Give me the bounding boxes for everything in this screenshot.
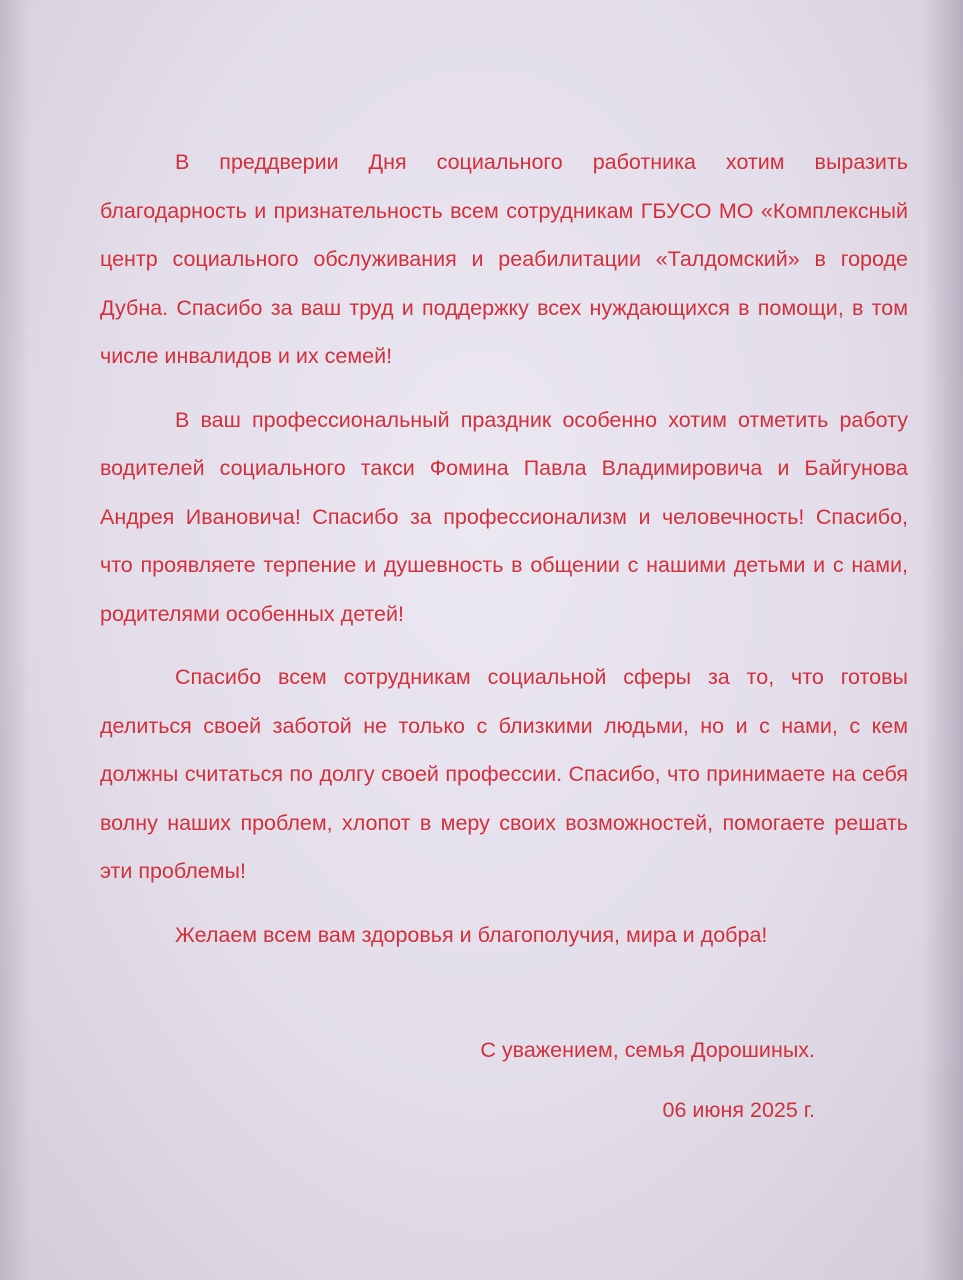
paragraph-social-workers-thanks: Спасибо всем сотрудникам социальной сферы за то, что готовы делиться своей заботой не только с близкими людьми, но и с нами, с кем должны считаться по долгу своей профессии. Спасибо, что принимаете на себя волну наших проблем, хлопот в меру своих возможностей, помогаете решать эти проблемы! — [100, 665, 908, 883]
letter-date: 06 июня 2025 г. — [662, 1098, 815, 1122]
page-shadow-left — [0, 0, 30, 1280]
signature: С уважением, семья Дорошиных. — [480, 1038, 815, 1062]
letter-body — [100, 138, 908, 959]
paragraph-wishes: Желаем всем вам здоровья и благополучия, мира и добра! — [175, 922, 768, 947]
page-shadow-right — [923, 0, 963, 1280]
paragraph-drivers-thanks: В ваш профессиональный праздник особенно хотим отметить работу водителей социального такси Фомина Павла Владимировича и Байгунова Андрея Ивановича! Спасибо за профессионализм и человечность! Спасибо, что проявляете терпение и душевность в общении с нашими детьми и с нами, родителями особенных детей! — [100, 407, 908, 626]
paragraph-greeting: В преддверии Дня социального работника хотим выразить благодарность и признательность всем сотрудникам ГБУСО МО «Комплексный центр социального обслуживания и реабилитации «Талдомский» в городе Дубна. Спасибо за ваш труд и поддержку всех нуждающихся в помощи, в том числе инвалидов и их семей! — [100, 150, 908, 368]
